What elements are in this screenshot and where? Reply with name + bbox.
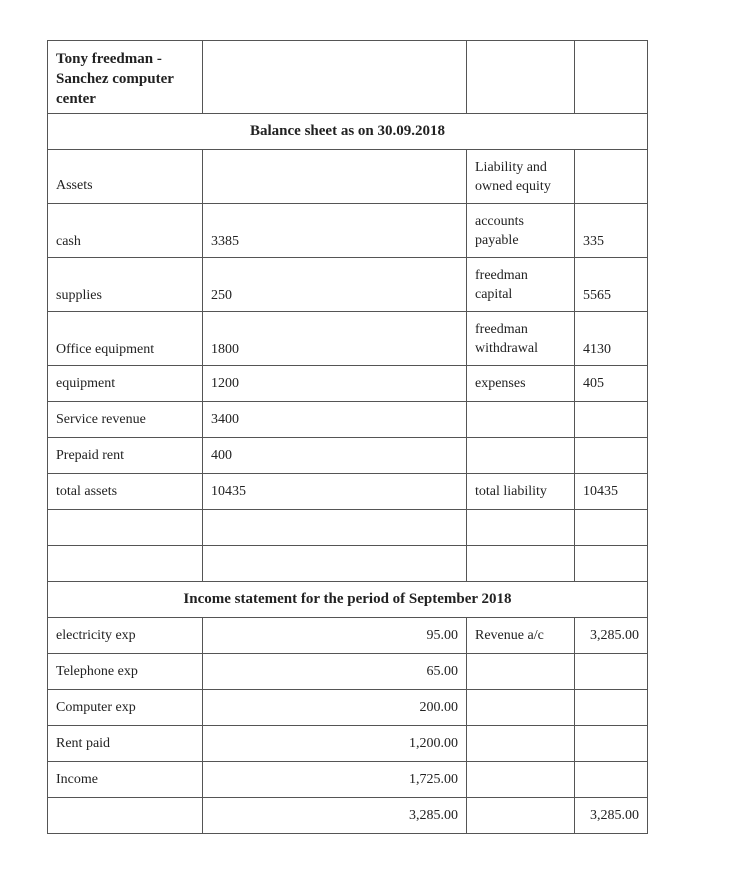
expense-label: electricity exp	[48, 618, 203, 654]
accounting-table	[47, 40, 648, 834]
asset-value: 3400	[203, 402, 467, 438]
asset-value: 1800	[203, 312, 467, 366]
credit-value	[575, 762, 648, 798]
credit-label	[467, 690, 575, 726]
asset-value: 400	[203, 438, 467, 474]
balance-sheet-heading: Balance sheet as on 30.09.2018	[48, 114, 648, 150]
total-liability-label: total liability	[467, 474, 575, 510]
asset-value: 250	[203, 258, 467, 312]
credit-value	[575, 654, 648, 690]
credit-value	[575, 690, 648, 726]
total-assets-value: 10435	[203, 474, 467, 510]
asset-value: 1200	[203, 366, 467, 402]
total-assets-label: total assets	[48, 474, 203, 510]
asset-label: Office equipment	[48, 312, 203, 366]
credit-value	[575, 726, 648, 762]
liability-value	[575, 438, 648, 474]
liability-header: Liability and owned equity	[467, 150, 575, 204]
liability-label	[467, 438, 575, 474]
credit-label	[467, 798, 575, 834]
expense-label: Telephone exp	[48, 654, 203, 690]
expense-amount: 95.00	[203, 618, 467, 654]
credit-label: Revenue a/c	[467, 618, 575, 654]
expense-amount: 65.00	[203, 654, 467, 690]
income-amount: 1,725.00	[203, 762, 467, 798]
liability-value	[575, 402, 648, 438]
company-name: Tony freedman - Sanchez computer center	[48, 41, 203, 114]
credit-label	[467, 762, 575, 798]
liability-label: accounts payable	[467, 204, 575, 258]
expense-amount: 200.00	[203, 690, 467, 726]
asset-label: cash	[48, 204, 203, 258]
income-statement-heading: Income statement for the period of September 2018	[48, 582, 648, 618]
income-label: Income	[48, 762, 203, 798]
total-liability-value: 10435	[575, 474, 648, 510]
credit-label	[467, 726, 575, 762]
liability-value: 335	[575, 204, 648, 258]
liability-label: expenses	[467, 366, 575, 402]
assets-header: Assets	[48, 150, 203, 204]
liability-value: 405	[575, 366, 648, 402]
expense-label: Rent paid	[48, 726, 203, 762]
credit-label	[467, 654, 575, 690]
liability-value: 5565	[575, 258, 648, 312]
asset-value: 3385	[203, 204, 467, 258]
liability-label: freedman capital	[467, 258, 575, 312]
expense-amount: 1,200.00	[203, 726, 467, 762]
asset-label: supplies	[48, 258, 203, 312]
liability-label: freedman withdrawal	[467, 312, 575, 366]
asset-label: Prepaid rent	[48, 438, 203, 474]
expense-label: Computer exp	[48, 690, 203, 726]
credit-total: 3,285.00	[575, 798, 648, 834]
asset-label: equipment	[48, 366, 203, 402]
debit-total: 3,285.00	[203, 798, 467, 834]
asset-label: Service revenue	[48, 402, 203, 438]
credit-value: 3,285.00	[575, 618, 648, 654]
liability-value: 4130	[575, 312, 648, 366]
total-label	[48, 798, 203, 834]
liability-label	[467, 402, 575, 438]
